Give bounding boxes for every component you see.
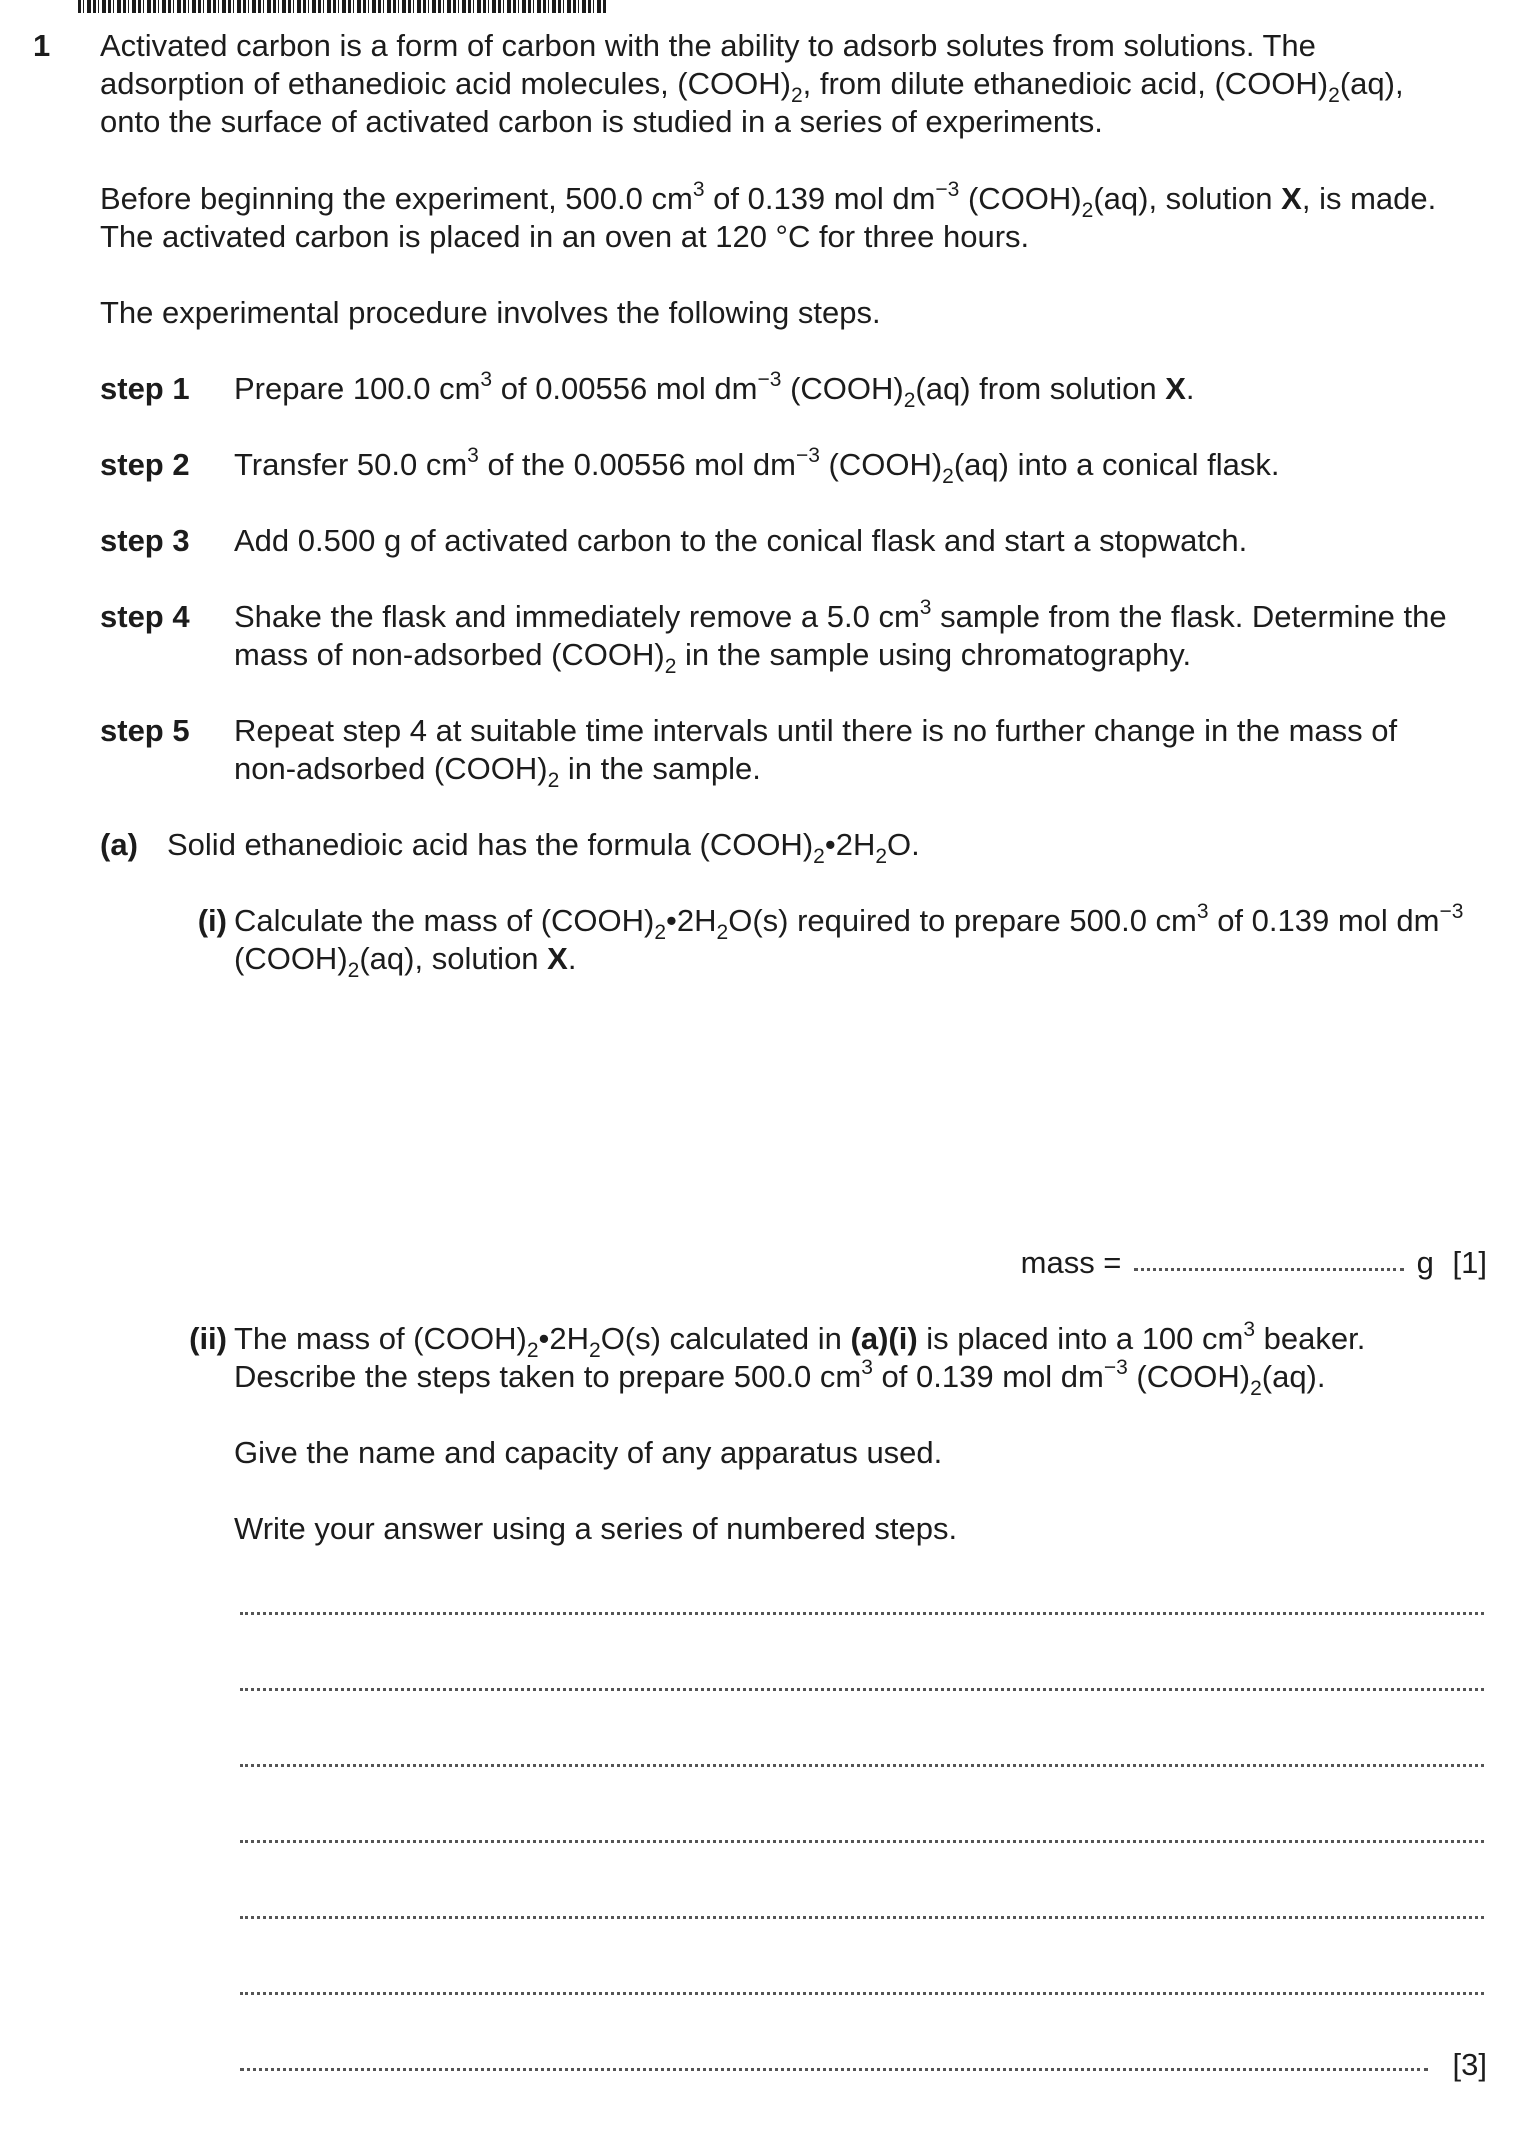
mass-answer-field[interactable] <box>1134 1268 1404 1271</box>
answer-line[interactable] <box>240 1764 1484 1767</box>
answer-line[interactable] <box>240 1992 1484 1995</box>
mass-unit: g <box>1416 1245 1434 1280</box>
answer-line[interactable] <box>240 2068 1428 2071</box>
part-i-line-2: $(COOH)_2(aq)$, solution X. <box>234 941 577 982</box>
step-2-label: step 2 <box>100 447 190 482</box>
intro-line-1: Activated carbon is a form of carbon with the ability to adsorb solutes from solutions. The <box>100 28 1316 63</box>
step-5-label: step 5 <box>100 713 190 748</box>
numbered-steps-instruction: Write your answer using a series of numbered steps. <box>234 1511 958 1546</box>
step-4-line-1: Shake the flask and immediately remove a 5.0 $cm^3$ sample from the flask. Determine the <box>234 596 1447 634</box>
step-2-text: Transfer 50.0 $cm^3$ of the 0.00556 mol $dm^{-3}$ $(COOH)_2(aq)$ into a conical flask. <box>234 444 1280 488</box>
intro-line-3: onto the surface of activated carbon is studied in a series of experiments. <box>100 104 1103 139</box>
question-number: 1 <box>33 28 51 63</box>
before-line-1: Before beginning the experiment, 500.0 $cm^3$ of 0.139 mol $dm^{-3}$ $(COOH)_2(aq)$, solution X, is made. <box>100 178 1437 222</box>
barcode <box>78 0 606 13</box>
step-3-text: Add 0.500 g of activated carbon to the conical flask and start a stopwatch. <box>234 523 1248 558</box>
part-ii-label: (ii) <box>189 1321 227 1356</box>
step-3-label: step 3 <box>100 523 190 558</box>
part-i-line-1: Calculate the mass of $(COOH)_2•2H_2O(s)$ required to prepare 500.0 $cm^3$ of 0.139 mol $dm^{-3}$ <box>234 900 1464 944</box>
step-1-label: step 1 <box>100 371 190 406</box>
step-5-line-2: non-adsorbed $(COOH)_2$ in the sample. <box>234 751 761 792</box>
part-ii-line-2: Describe the steps taken to prepare 500.0 $cm^3$ of 0.139 mol $dm^{-3}$ $(COOH)_2(aq)$. <box>234 1356 1326 1400</box>
procedure-intro: The experimental procedure involves the following steps. <box>100 295 881 330</box>
marks-i: [1] <box>1452 1245 1487 1280</box>
part-i-label: (i) <box>197 903 227 938</box>
mass-label: mass = <box>1020 1245 1122 1280</box>
part-ii-line-1: The mass of $(COOH)_2•2H_2O(s)$ calculated in (a)(i) is placed into a 100 $cm^3$ beaker. <box>234 1318 1366 1362</box>
marks-ii: [3] <box>1452 2047 1487 2082</box>
answer-line[interactable] <box>240 1612 1484 1615</box>
answer-line[interactable] <box>240 1688 1484 1691</box>
step-5-line-1: Repeat step 4 at suitable time intervals until there is no further change in the mass of <box>234 713 1398 748</box>
intro-line-2: adsorption of ethanedioic acid molecules, $(COOH)_2$, from dilute ethanedioic acid, $(COOH)_2(aq)$, <box>100 66 1404 107</box>
before-line-2: The activated carbon is placed in an oven at 120 °C for three hours. <box>100 219 1030 254</box>
answer-line[interactable] <box>240 1916 1484 1919</box>
step-4-line-2: mass of non-adsorbed $(COOH)_2$ in the sample using chromatography. <box>234 637 1192 678</box>
part-a-label: (a) <box>100 827 138 862</box>
step-4-label: step 4 <box>100 599 190 634</box>
answer-line[interactable] <box>240 1840 1484 1843</box>
apparatus-instruction: Give the name and capacity of any apparatus used. <box>234 1435 943 1470</box>
part-a-text: Solid ethanedioic acid has the formula $(COOH)_2•2H_2O$. <box>167 827 920 868</box>
mass-answer-row <box>1021 1244 1487 1282</box>
step-1-text: Prepare 100.0 $cm^3$ of 0.00556 mol $dm^{-3}$ $(COOH)_2(aq)$ from solution X. <box>234 368 1195 412</box>
